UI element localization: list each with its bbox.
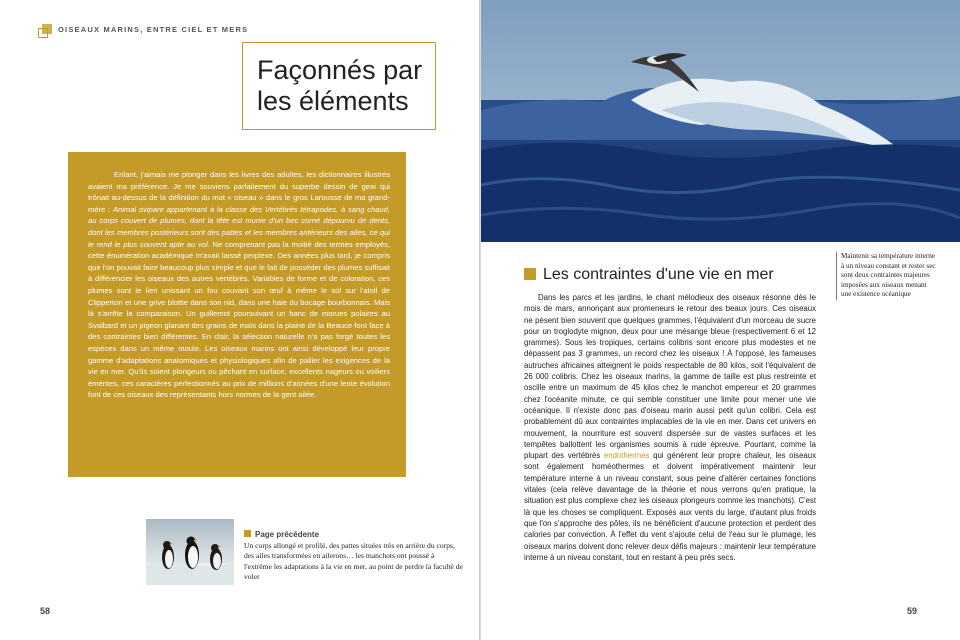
body-text-part-2: qui génèrent leur propre chaleur, les oiseaux sont également homéothermes et doivent impérativement maintenir leur température interne à un niveau constant, sous peine d'altérer certaines fonctions vitales (cela relève davantage de la théorie et nous verrons qu'en pratique, la situation est plus complexe chez les oiseaux plongeurs comme les manchots). C'est là que les choses se compliquent. Exposés aux vents du large, d'autant plus froids que l'on s'approche des pôles, ils ne bénéficient d'aucune protection et perdent des calories par convection. À l'effet du vent s'ajoute celui de l'eau sur le plumage, les oiseaux marins doivent donc relever deux défis majeurs : maintenir leur température interne à un niveau constant, tout en restant à peu près secs. (524, 451, 816, 562)
penguins-photo (146, 519, 234, 585)
caption-heading (244, 530, 319, 539)
heading-marker-icon (524, 268, 536, 280)
running-head: OISEAUX MARINS, ENTRE CIEL ET MERS (58, 25, 249, 34)
larousse-definition: Animal ovipare appartenant à la classe des Vertébrés tétrapodes, à sang chaud, au corps couvert de plumes, dont la tête est munie d'un bec corné dépourvu de dents, dont les membres postérieurs sont des pattes et les membres antérieurs des ailes, ce qui le rend le plus souvent apte au vol. (88, 204, 390, 249)
page-number-right: 59 (907, 606, 918, 616)
page-number-left: 58 (40, 606, 51, 616)
intro-text-part-2: Ne comprenant pas la moitié des termes employés, cette énumération académique m'avait laissé perplexe. Des années plus tard, je compris que l'on pouvait faire beaucoup plus simple et que le fait de posséder des plumes suffisait à différencier les oiseaux des autres vertébrés. Variables de forme et de coloration, ces plumes sont le lien unissant un fou couvant son œuf à même le sol sur l'atoll de Clipperton et une grive blottie dans son nid, dans une haie du bocage bourbonnais. Mais là s'arrête la comparaison. Un guillemot poursuivant un banc de morues polaires au Svalbard et un pigeon glanant des grains de maïs dans la plaine de la Beauce font face à des contraintes bien différentes. En clair, la sélection naturelle n'a pas forgé toutes les espèces dans un même moule. Les oiseaux marins ont ainsi développé leur propre gamme d'adaptations anatomiques et physiologiques afin de pallier les exigences de la vie en mer. Qu'ils soient plongeurs ou pêchant en surface, excellents nageurs ou voiliers émérites, ces caractères perfectionnés au prix de millions d'années d'une lente évolution font de ces oiseaux des représentants hors normes de la gent ailée. (88, 239, 390, 400)
caption-heading-label: Page précédente (255, 530, 320, 539)
seabird-over-wave-photo (481, 0, 960, 242)
left-page (0, 0, 479, 640)
chapter-title-line-2: les éléments (257, 86, 409, 116)
chapter-title-box (242, 42, 436, 130)
section-logo-icon (38, 24, 52, 38)
right-page (481, 0, 960, 640)
caption-marker-icon (244, 530, 251, 537)
photo-caption: Un corps allongé et profilé, des pattes situées très en arrière du corps, des ailes transformées en ailerons… les manchots ont poussé à l'extrême les adaptations à la vie en mer, au point de perdre la faculté de voler (244, 541, 463, 582)
body-text-part-1: Dans les parcs et les jardins, le chant mélodieux des oiseaux résonne dès le mois de mars, annonçant aux promeneurs le retour des beaux jours. Ces oiseaux ne pèsent bien souvent que quelques grammes, l'équivalent d'un morceau de sucre pour un troglodyte mignon, deux pour une mésange bleue (respectivement 6 et 12 grammes). Sous les tropiques, certains colibris sont encore plus modestes et ne dépassent pas 3 grammes, un record chez les oiseaux ! À l'opposé, les fameuses autruches africaines atteignent le poids respectable de 80 kilos, soit l'équivalent de 26 000 colibris. Chez les oiseaux marins, la gamme de taille est plus restreinte et oscille entre un maximum de 45 kilos chez le manchot empereur et 20 grammes chez l'océanite minute, ce qui semble constituer une limite pour mener une vie océanique. Il n'existe donc pas d'oiseau marin aussi petit qu'un colibri. Cela est probablement dû aux contraintes implacables de la vie en mer. Dans cet univers en mouvement, la nourriture est souvent dispersée sur de vastes surfaces et les tempêtes ballottent les organismes soumis à rude épreuve. Pourtant, comme la plupart des vertébrés (524, 293, 816, 461)
intro-text-part-1: Enfant, j'aimais me plonger dans les livres des adultes, les dictionnaires illustrés avaient ma préférence. Je me souviens parfaitement du superbe dessin de geai qui trônait au-dessus de la définition du mot « oiseau » dans le gros Larousse de ma grand-mère : (88, 170, 390, 214)
section-heading (524, 266, 774, 284)
glossary-term[interactable]: endothermes (603, 451, 650, 461)
chapter-title (257, 55, 422, 117)
intro-text (88, 169, 390, 401)
body-text (524, 292, 816, 563)
chapter-title-line-1: Façonnés par (257, 55, 423, 85)
margin-note: Maintenir sa température interne à un niveau constant et rester sec sont deux contraintes majeures imposées aux oiseaux menant une existence océanique (836, 252, 936, 300)
section-heading-label: Les contraintes d'une vie en mer (543, 266, 774, 283)
